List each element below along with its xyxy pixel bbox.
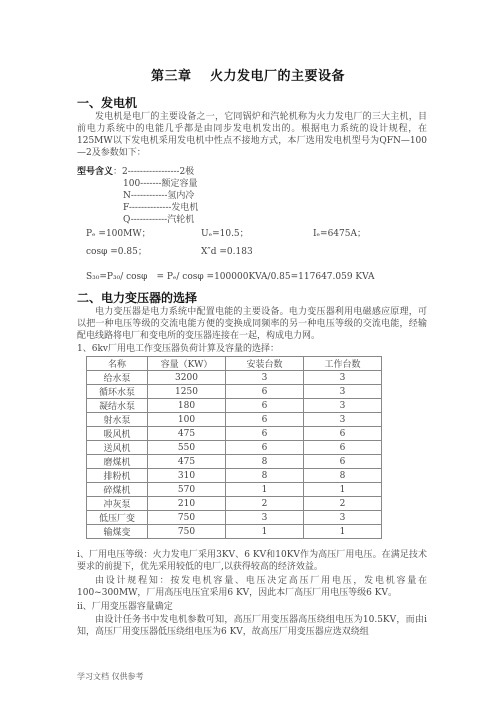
cell-installed: 2 bbox=[226, 497, 304, 511]
cell-installed: 6 bbox=[226, 413, 304, 427]
cell-installed: 1 bbox=[226, 483, 304, 497]
cell-name: 射水泵 bbox=[87, 413, 148, 427]
cell-installed: 6 bbox=[226, 441, 304, 455]
param-reactance: X″d =0.183 bbox=[201, 247, 253, 257]
cell-working: 3 bbox=[304, 413, 382, 427]
cell-installed: 3 bbox=[226, 511, 304, 525]
param-rated-voltage: Uₑ=10.5； bbox=[201, 229, 249, 239]
cell-capacity: 550 bbox=[148, 441, 226, 455]
section-heading-generator: 一、发电机 bbox=[77, 96, 138, 110]
table-row bbox=[87, 455, 382, 469]
cell-name: 凝结水泵 bbox=[87, 399, 148, 413]
cell-name: 输煤变 bbox=[87, 525, 148, 539]
cell-capacity: 750 bbox=[148, 511, 226, 525]
cell-name: 吸风机 bbox=[87, 427, 148, 441]
cell-working: 1 bbox=[304, 483, 382, 497]
cell-capacity: 570 bbox=[148, 483, 226, 497]
cell-working: 6 bbox=[304, 455, 382, 469]
cell-name: 给水泵 bbox=[87, 371, 148, 385]
cell-capacity: 1250 bbox=[148, 385, 226, 399]
model-line-1: ：2-----------------2极 bbox=[113, 167, 195, 177]
param-power-factor: cosφ =0.85； bbox=[86, 247, 147, 257]
cell-capacity: 210 bbox=[148, 497, 226, 511]
cell-working: 2 bbox=[304, 497, 382, 511]
cell-installed: 3 bbox=[226, 371, 304, 385]
table-row bbox=[87, 511, 382, 525]
cell-working: 3 bbox=[304, 511, 382, 525]
table-row bbox=[87, 427, 382, 441]
model-meaning bbox=[77, 166, 194, 178]
cell-working: 3 bbox=[304, 371, 382, 385]
cell-name: 磨煤机 bbox=[87, 455, 148, 469]
header-installed: 安装台数 bbox=[226, 357, 304, 371]
load-table bbox=[86, 356, 382, 539]
generator-paragraph: 发电机是电厂的主要设备之一，它同锅炉和汽轮机称为火力发电厂的三大主机，目前电力系统中的电能几乎都是由同步发电机发出的。根据电力系统的设计规程，在125MW以下发电机采用发电机中性点不接地方式，本厂选用发电机型号为QFN—100—2及参数如下： bbox=[77, 112, 427, 158]
table-header-row bbox=[87, 357, 382, 371]
cell-installed: 6 bbox=[226, 427, 304, 441]
cell-capacity: 310 bbox=[148, 469, 226, 483]
cell-name: 循环水泵 bbox=[87, 385, 148, 399]
cell-working: 3 bbox=[304, 385, 382, 399]
voltage-level-paragraph bbox=[77, 549, 427, 573]
model-meaning-label: 型号含义 bbox=[77, 167, 114, 177]
cell-capacity: 100 bbox=[148, 413, 226, 427]
voltage-level-text: i、厂用电压等级：火力发电厂采用3KV、6 KV和10KV作为高压厂用电压。在满足技术要求的前提下，优先采用较低的电厂,以获得较高的经济效益。 bbox=[77, 550, 427, 572]
cell-working: 8 bbox=[304, 469, 382, 483]
capacity-formula: S₃₀=P₃₀/ cosφ = Pₑ/ cosφ =100000KVA/0.85=117647.059 KVA bbox=[86, 272, 375, 282]
table-row bbox=[87, 385, 382, 399]
page-footer: 学习文档 仅供参考 bbox=[77, 672, 144, 681]
cell-capacity: 475 bbox=[148, 455, 226, 469]
capacity-heading: ii、厂用变压器容量确定 bbox=[77, 602, 173, 612]
table-row bbox=[87, 469, 382, 483]
chapter-title: 第三章 火力发电厂的主要设备 bbox=[150, 69, 346, 84]
cell-installed: 1 bbox=[226, 525, 304, 539]
transformer-paragraph: 电力变压器是电力系统中配置电能的主要设备。电力变压器利用电磁感应原理，可以把一种电压等级的交流电能方便的变换成同频率的另一种电压等级的交流电能，经输配电线路将电厂和变电所的变压器连接在一起，构成电力网。 bbox=[77, 307, 427, 341]
cell-name: 低压厂变 bbox=[87, 511, 148, 525]
cell-name: 冲灰泵 bbox=[87, 497, 148, 511]
cell-working: 3 bbox=[304, 399, 382, 413]
table-intro: 1、6kv厂用电工作变压器负荷计算及容量的选择： bbox=[77, 344, 279, 354]
cell-working: 6 bbox=[304, 441, 382, 455]
model-line-3: N------------氢内冷 bbox=[123, 191, 195, 201]
cell-installed: 8 bbox=[226, 455, 304, 469]
cell-capacity: 3200 bbox=[148, 371, 226, 385]
table-row bbox=[87, 497, 382, 511]
cell-name: 送风机 bbox=[87, 441, 148, 455]
header-capacity: 容量（KW） bbox=[148, 357, 226, 371]
table-row bbox=[87, 483, 382, 497]
header-working: 工作台数 bbox=[304, 357, 382, 371]
table-body bbox=[87, 371, 382, 539]
model-line-2: 100-------额定容量 bbox=[123, 179, 198, 189]
cell-name: 排粉机 bbox=[87, 469, 148, 483]
cell-working: 6 bbox=[304, 427, 382, 441]
cell-installed: 6 bbox=[226, 399, 304, 413]
table-row bbox=[87, 525, 382, 539]
cell-installed: 8 bbox=[226, 469, 304, 483]
model-line-5: Q------------汽轮机 bbox=[123, 215, 195, 225]
param-rated-current: Iₑ=6475A； bbox=[313, 229, 366, 239]
cell-installed: 6 bbox=[226, 385, 304, 399]
param-rated-power: Pₑ =100MW； bbox=[86, 229, 151, 239]
cell-name: 碎煤机 bbox=[87, 483, 148, 497]
header-name: 名称 bbox=[87, 357, 148, 371]
section-heading-transformer: 二、电力变压器的选择 bbox=[77, 291, 198, 305]
model-line-4: F--------------发电机 bbox=[123, 203, 199, 213]
cell-capacity: 180 bbox=[148, 399, 226, 413]
capacity-paragraph: 由设计任务书中发电机参数可知，高压厂用变压器高压绕组电压为10.5KV，而由i知，高压厂用变压器低压绕组电压为6 KV，故高压厂用变压器应选双绕组 bbox=[77, 615, 427, 637]
table-row bbox=[87, 441, 382, 455]
table-row bbox=[87, 399, 382, 413]
cell-capacity: 475 bbox=[148, 427, 226, 441]
cell-capacity: 750 bbox=[148, 525, 226, 539]
design-rule-paragraph: 由设计规程知：按发电机容量、电压决定高压厂用电压，发电机容量在100~300MW，厂用高压电压宜采用6 KV，因此本厂高压厂用电压等级6 KV。 bbox=[77, 576, 427, 598]
cell-working: 1 bbox=[304, 525, 382, 539]
table-row bbox=[87, 413, 382, 427]
table-row bbox=[87, 371, 382, 385]
